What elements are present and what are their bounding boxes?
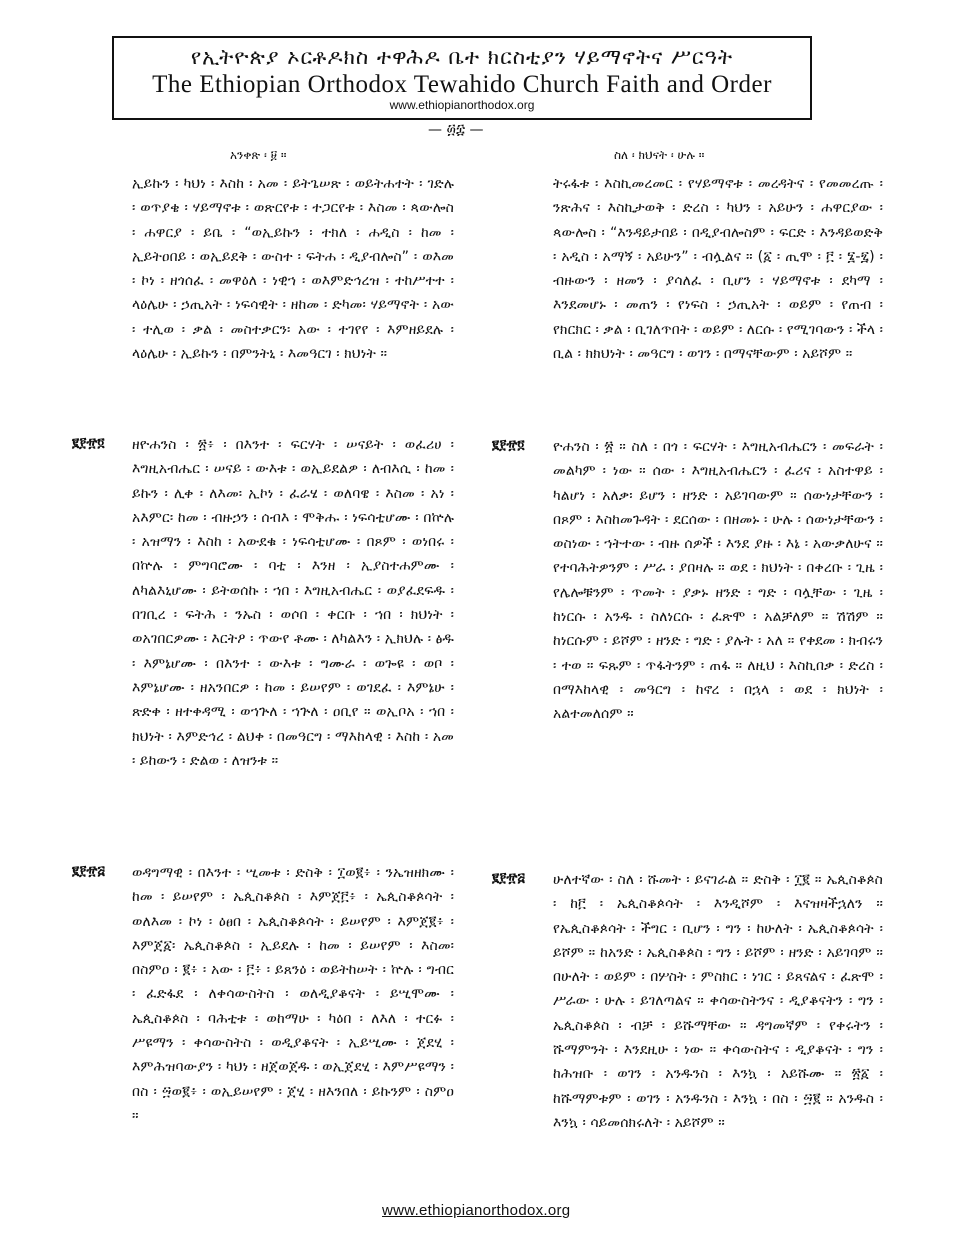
right-paragraph-2: ዮሐንስ ፡ ፳ ። ስለ ፡ በጎ ፡ ፍርሃት ፡ እግዚአብሔርን ፡ መፍራት ፡ መልካም ፡ ነው ። ሰው ፡ እግዚአብሔርን ፡ ፈሪና ፡ አስተዋይ ፡ ካልሆነ ፡ አለቃ፡ ይሆን ፡ ዘንድ ፡ አይገባውም ። ሰውነታቸውን ፡ በጾም ፡ እስከመጉዳት ፡ ደርሰው ፡ በዘመኑ ፡ ሁሉ ፡ ሰውነታቸውን ፡ ወስነው ፡ ኀትተው ፡ ብዙ ሰዎች ፡ እንደ ያዙ ፡ እኔ ፡ አውቃለሁና ። የተባሕትዎንም ፡ ሥራ ፡ ያበዛሉ ። ወደ ፡ ክህነት ፡ በቀረቡ ፡ ጊዜ ፡ የሌሎቹንም ፡ ጥመት ፡ ያቃኑ ዘንድ ፡ ግድ ፡ ባሏቸው ፡ ጊዜ ፡ ከነርሱ ፡ አንዱ ፡ ስለነርሱ ፡ ፈጽሞ ፡ አልቻለም ። ሽሽም ። ከነርሱም ፡ ይሾም ፡ ዘንድ ፡ ግድ ፡ ያሉት ፡ አለ ። የቀደመ ፡ ክብሩን ፡ ተወ ። ፍጹም ፡ ጥፋትንም ፡ ጠፋ ። ለዚህ ፡ እስኪበቃ ፡ ድረስ ፡ በማእከላዊ ፡ መዓርግ ፡ ከኖረ ፡ በኋላ ፡ ወደ ፡ ክህነት ፡ አልተመለሰም ። [553, 439, 883, 723]
title-box [112, 36, 812, 120]
title-english: The Ethiopian Orthodox Tewahido Church Faith and Order [152, 71, 772, 98]
left-paragraph-3: ወዳግማዊ ፡ በእንተ ፡ ሢመቱ ፡ ድስቅ ፡ ፲ወ፪፥ ፡ ንኤዝዘክሙ ፡ ከመ ፡ ይሠየም ፡ ኤጲስቆጶስ ፡ እምጀ፫፥ ፡ ኤጲስቆጶሳት ፡ ወለእመ ፡ ኮነ ፡ ዕፀበ ፡ ኤጲስቆጶሳት ፡ ይሠየም ፡ እምጀ፪፥ ፡ እምጀ፩፡ ኤጲስቆጶስ ፡ ኢይደሉ ፡ ከመ ፡ ይሠየም ፡ እስመ፡ በስምዐ ፡ ፪፥ ፡ አው ፡ ፫፥ ፡ ይጸንዕ ፡ ወይትከሠት ፡ ኵሉ ፡ ግብር ፡ ፈድፋደ ፡ ለቀሳውስትስ ፡ ወለዲያቆናት ፡ ይሢሞሙ ፡ ኤጲስቆጶስ ፡ ባሕቲቱ ፡ ወከማሁ ፡ ካዕበ ፡ ለእለ ፡ ተርፉ ፡ ሥዩማን ፡ ቀሳውስትስ ፡ ወዲያቆናት ፡ ኢይሢሙ ፡ ጀደሂ ፡ እምሕዝባውያን ፡ ካህነ ፡ ዘጀወጀዱ ፡ ወኢጀደሂ ፡ እምሥዩማን ፡ በስ ፡ ፵ወ፪፥ ፡ ወኢይሠየም ፡ ጀሂ ፡ ዘእንበለ ፡ ይኩንም ፡ ስምዐ ። [132, 865, 454, 1124]
right-section-number-2: ፪፻፹፭ [492, 871, 525, 886]
left-section-number-1: ፪፻፹፬ [72, 436, 105, 451]
title-amharic: የኢትዮጵያ ኦርቶዶክስ ተዋሕዶ ቤተ ክርስቲያን ሃይማኖትና ሥርዓት [190, 45, 734, 69]
page-number: — ፴፰ — [428, 122, 484, 138]
right-column-heading: ስለ ፡ ክህናት ፡ ሁሉ ። [614, 148, 705, 162]
right-paragraph-1: ትሩፋቱ ፡ እስኪመረመር ፡ የሃይማኖቱ ፡ መረዳትና ፡ የመመረጡ ፡ ንጽሕና ፡ እስኪታወቅ ፡ ድረስ ፡ ካህን ፡ አይሁን ፡ ሐዋርያው ፡ ጳውሎስ ፡ “እንዳይታበይ ፡ በዲያብሎስም ፡ ፍርድ ፡ እንዳይወድቅ ፡ አዲስ ፡ አማኝ ፡ አይሁን” ፡ ብሏልና ። (፩ ፡ ጢሞ ፡ ፫ ፡ ፮-፯) ፡ ብዙውን ፡ ዘመን ፡ ያሳለፈ ፡ ቢሆን ፡ ሃይማኖቱ ፡ ደካማ ፡ እንደመሆኑ ፡ መጠን ፡ የነፍስ ፡ ኃጢአት ፡ ወይም ፡ የጠብ ፡ የክርክር ፡ ቃል ፡ ቢገለጥበት ፡ ወይም ፡ ለርሱ ፡ የሚገባውን ፡ ችላ ፡ ቢል ፡ ክክህነት ፡ መዓርግ ፡ ወገን ፡ በማናቸውም ፡ አይሾም ። [553, 176, 883, 363]
right-paragraph-3: ሁለተኛው ፡ ስለ ፡ ሹመት ፡ ይናገራል ። ድስቅ ፡ ፲፪ ። ኤጲስቆጶስ ፡ ከ፫ ፡ ኤጲስቆጶሳት ፡ እንዲሾም ፡ እናዝዛችኋለን ። የኤጲስቆጶሳት ፡ ችግር ፡ ቢሆን ፡ ግን ፡ ከሁለት ፡ ኤጲስቆጶሳት ፡ ይሾም ። ከአንድ ፡ ኤጲስቆጶስ ፡ ግን ፡ ይሾም ፡ ዘንድ ፡ አይገባም ። በሁለት ፡ ወይም ፡ በሦስት ፡ ምስክር ፡ ነገር ፡ ይጸናልና ፡ ፈጽሞ ፡ ሥራው ፡ ሁሉ ፡ ይገለጣልና ። ቀሳውስትንና ፡ ዲያቆናትን ፡ ግን ፡ ኤጲስቆጶስ ፡ ብቻ ፡ ይሹማቸው ። ዳግመኛም ፡ የቀሩትን ፡ ሹማምንት ፡ እንደዚሁ ፡ ነው ። ቀሳውስትና ፡ ዲያቆናት ፡ ግን ፡ ከሕዝቡ ፡ ወገን ፡ አንዱንስ ፡ እንኳ ፡ አይሹሙ ። ፳፩ ፡ ከሹማምቱም ፡ ወገን ፡ አንዱንስ ፡ እንኳ ፡ በስ ፡ ፵፪ ። አንዱስ ፡ እንኳ ፡ ሳይመሰክሩለት ፡ አይሾም ። [553, 872, 883, 1131]
left-section-number-2: ፪፻፹፭ [72, 864, 105, 879]
left-paragraph-1: ኢይኩን ፡ ካህነ ፡ እስከ ፡ አመ ፡ ይትጌሠጽ ፡ ወይትሐተት ፡ ገድሉ ፡ ወጥያቄ ፡ ሃይማኖቱ ፡ ወጽርየቱ ፡ ተጋርየቱ ፡ እስመ ፡ ጳውሎስ ፡ ሐዋርያ ፡ ይቤ ፡ “ወኢይኩን ፡ ተክለ ፡ ሐዲስ ፡ ከመ ፡ ኢይትዐበይ ፡ ወኢይደቅ ፡ ውስተ ፡ ፍትሐ ፡ ዲያብሎስ” ፡ ወእመ ፡ ኮነ ፡ ዘጎሰፈ ፡ መዋዕለ ፡ ነዊኀ ፡ ወእምድኅረዝ ፡ ተከሥተተ ፡ ላዕሌሁ ፡ ኃጢአት ፡ ነፍሳዊት ፡ ዘከመ ፡ ድካመ፡ ሃይማኖት ፡ አው ፡ ተሊወ ፡ ቃል ፡ መስተቃርን፡ አው ፡ ተገየየ ፡ እምዘይደሉ ፡ ላዕሌሁ ፡ ኢይኩን ፡ በምንትኒ ፡ እመዓርገ ፡ ክህነት ። [132, 176, 454, 363]
header-url: www.ethiopianorthodox.org [389, 98, 535, 112]
left-paragraph-2: ዘዮሐንስ ፡ ፳፥ ፡ በእንተ ፡ ፍርሃት ፡ ሠናይት ፡ ወፈሪሀ ፡ እግዚአብሔር ፡ ሠናይ ፡ ውእቱ ፡ ወኢይደልዎ ፡ ለብእሲ ፡ ከመ ፡ ይኩን ፡ ሊቀ ፡ ለእመ፡ ኢኮነ ፡ ፈራሄ ፡ ወለባዌ ፡ እስመ ፡ አነ ፡ አእምር፡ ከመ ፡ ብዙኃን ፡ ሰብእ ፡ ሞቅሑ ፡ ነፍሳቲሆሙ ፡ በኵሉ ፡ አዝማን ፡ እስከ ፡ አውደቁ ፡ ነፍሳቲሆሙ ፡ በጾም ፡ ወነበሩ ፡ በኵሉ ፡ ምግባሮሙ ፡ ባቲ ፡ እንዘ ፡ ኢያስተሐምሙ ፡ ለካልእኒሆሙ ፡ ይትወሰኩ ፡ ኀበ ፡ እግዚአብሔር ፡ ወያፈደፍዱ ፡ በገቢረ ፡ ፍትሕ ፡ ንኡስ ፡ ወሶበ ፡ ቀርቡ ፡ ኀበ ፡ ክህነት ፡ ወአገበርዎሙ ፡ እርትዖ ፡ ጥውየ ቶሙ ፡ ለካልእን ፡ ኢክህሉ ፡ ፅዱ ፡ እምኔሆሙ ፡ በእንተ ፡ ውእቱ ፡ ግሙራ ፡ ወጐዩ ፡ ወቦ ፡ እምኔሆሙ ፡ ዘአንበርዎ ፡ ከመ ፡ ይሠየም ፡ ወገደፈ ፡ እምኔሁ ፡ ጽድቀ ፡ ዘተቀዳሚ ፡ ወኀጕለ ፡ ኀጕለ ፡ ዐቢየ ። ወኢቦአ ፡ ኀበ ፡ ክህነት ፡ እምድኅረ ፡ ልህቀ ፡ በመዓርግ ፡ ማእከላዊ ፡ እስከ ፡ አመ ፡ ይከውን ፡ ድልወ ፡ ለዝንቱ ። [132, 437, 454, 769]
right-section-number-1: ፪፻፹፬ [492, 438, 525, 453]
left-column-heading: አንቀጽ ፡ ፱ ። [230, 148, 287, 162]
footer-url[interactable]: www.ethiopianorthodox.org [382, 1202, 571, 1219]
